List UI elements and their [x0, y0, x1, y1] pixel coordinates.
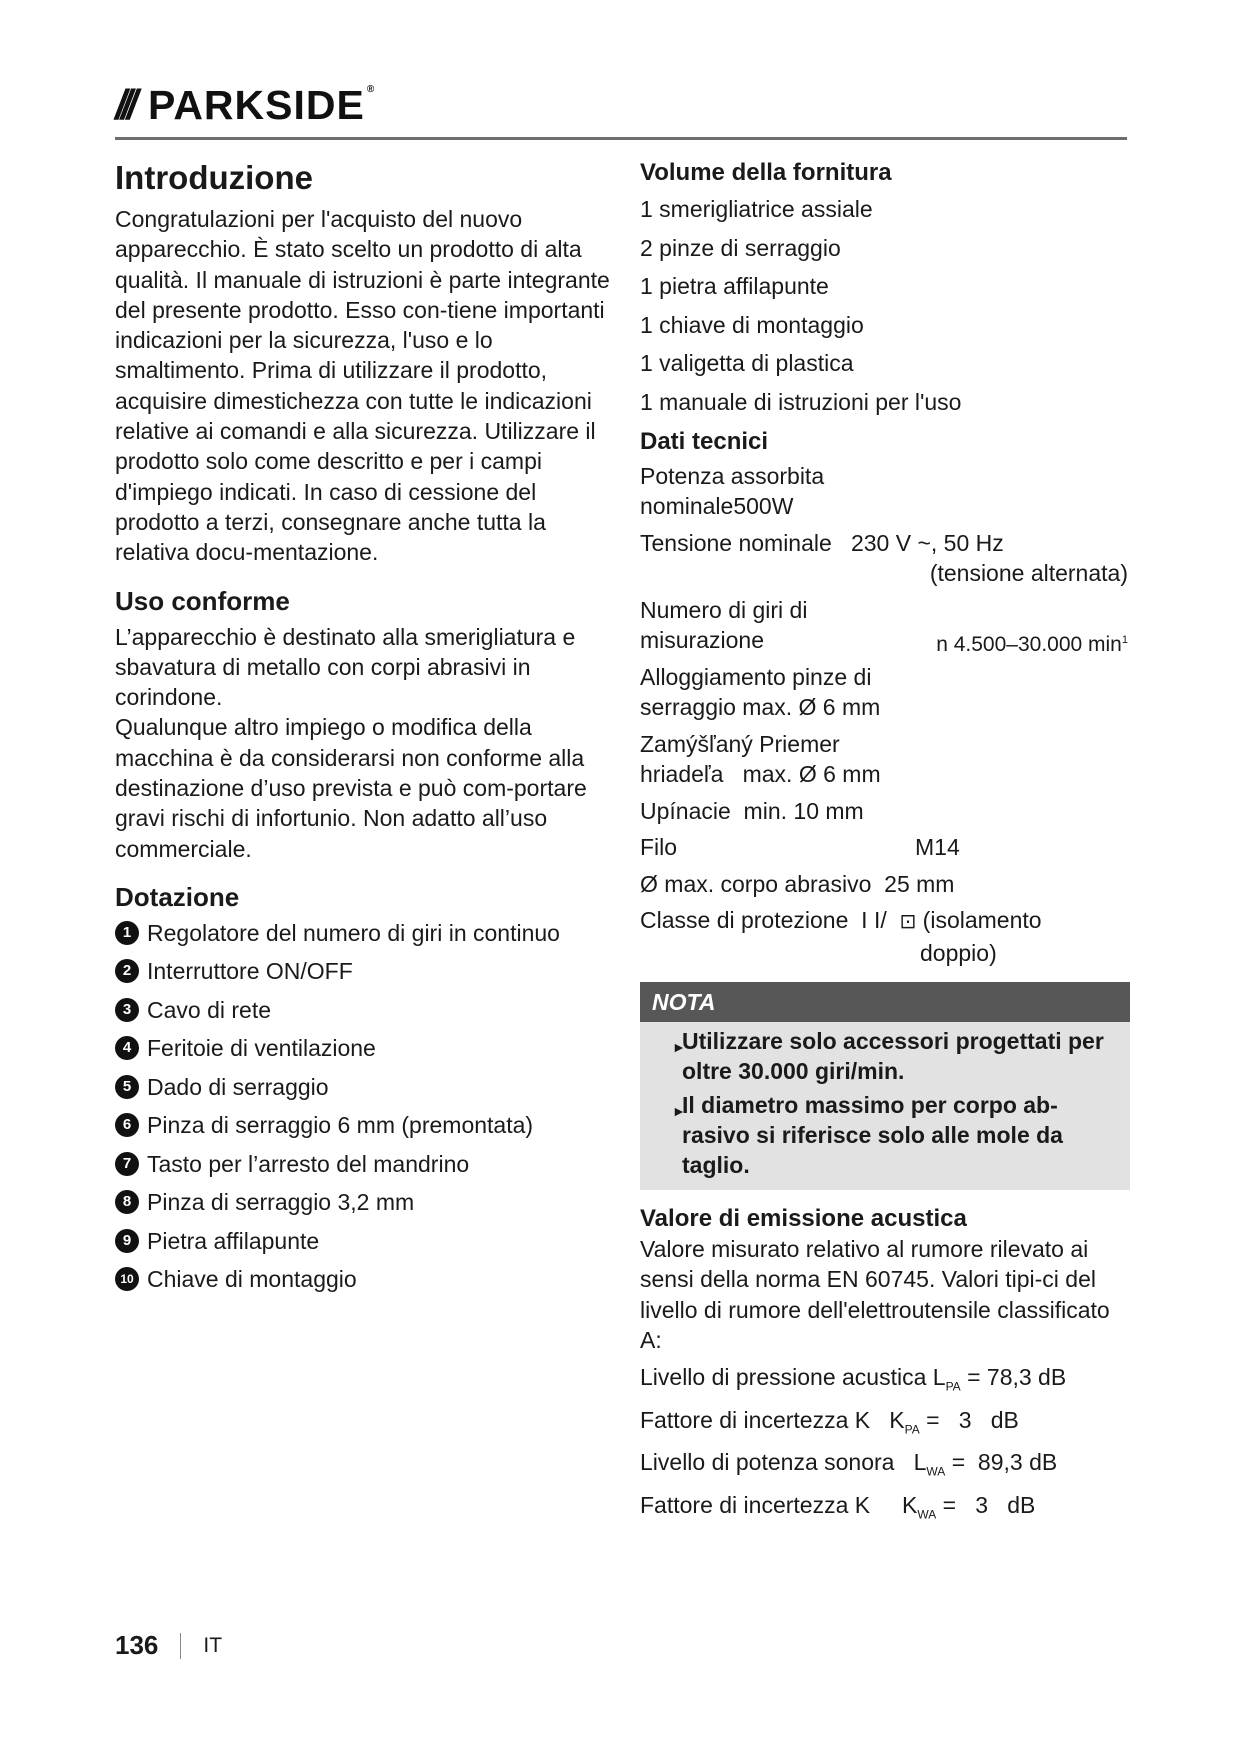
- nota-item: [640, 1086, 1130, 1180]
- nota-item: [640, 1022, 1130, 1086]
- number-badge: 4: [115, 1036, 139, 1060]
- spec-potenza-line2: nominale500W: [640, 493, 794, 519]
- spec-tensione-note: (tensione alternata): [929, 560, 1128, 586]
- uso-text-1: L’apparecchio è destinato alla smerigliatura e sbavatura di metallo con corpi abrasivi in corindone.: [115, 623, 576, 711]
- volume-list: [640, 194, 1130, 417]
- acustica-title: Valore di emissione acustica: [640, 1205, 967, 1232]
- acustica-text: Valore misurato relativo al rumore rilevato ai sensi della norma EN 60745. Valori tipi-ci del livello di rumore dell'elettroutensile classificato A:: [640, 1236, 1110, 1353]
- list-item: [115, 995, 615, 1025]
- spec-corpo: Ø max. corpo abrasivo 25 mm: [640, 870, 955, 897]
- list-item: [115, 1072, 615, 1102]
- list-item: [115, 1187, 615, 1217]
- number-badge: 6: [115, 1113, 139, 1137]
- spec-tensione-value: 230 V ~, 50 Hz: [850, 529, 1004, 556]
- uso-title: Uso conforme: [115, 585, 290, 616]
- list-item: 1 manuale di istruzioni per l'uso: [640, 388, 962, 415]
- dotazione-list: [115, 918, 615, 1295]
- number-badge: 9: [115, 1229, 139, 1253]
- spec-giri-line1: Numero di giri di: [640, 596, 808, 623]
- list-item: [115, 1264, 615, 1294]
- language-code: IT: [203, 1633, 223, 1657]
- number-badge: 8: [115, 1190, 139, 1214]
- spec-giri-exp: 1: [1121, 634, 1128, 646]
- number-badge: 1: [115, 921, 139, 945]
- logo-name: PARKSIDE: [148, 81, 365, 128]
- noise-label: Livello di pressione acustica L: [640, 1364, 946, 1391]
- parkside-logo: [115, 81, 376, 128]
- double-insulation-icon: ⊡: [899, 911, 917, 933]
- spec-classe-value: (isolamento: [922, 907, 1042, 933]
- list-item: [115, 1226, 615, 1256]
- list-item: 1 valigetta di plastica: [640, 350, 854, 376]
- header-rule: [115, 137, 1127, 140]
- spec-potenza-line1: Potenza assorbita: [640, 462, 825, 489]
- list-item-label: Tasto per l’arresto del mandrino: [147, 1150, 470, 1177]
- list-item-label: Chiave di montaggio: [147, 1266, 357, 1293]
- noise-value: = 78,3 dB: [960, 1364, 1067, 1391]
- intro-title: Introduzione: [115, 159, 313, 196]
- spec-giri-label: misurazione: [640, 627, 764, 653]
- spec-upinacie: Upínacie min. 10 mm: [640, 797, 864, 824]
- spec-giri-value-wrap: [936, 625, 1128, 661]
- noise-sub: WA: [926, 1464, 946, 1479]
- uso-text-2: Qualunque altro impiego o modifica della macchina è da considerarsi non conforme alla destinazione d’uso prevista e può com-portare gravi rischi di infortunio. Non adatto all’uso commerciale.: [115, 714, 587, 862]
- list-item-label: Cavo di rete: [147, 996, 272, 1023]
- dati-title: Dati tecnici: [640, 427, 769, 455]
- volume-title: Volume della fornitura: [640, 159, 892, 186]
- nota-title: NOTA: [640, 982, 1130, 1022]
- spec-classe: [640, 905, 1130, 968]
- spec-filo-value: M14: [915, 834, 960, 860]
- spec-filo-label: Filo: [640, 834, 678, 860]
- list-item: [115, 1033, 615, 1063]
- list-item: 1 pietra affilapunte: [640, 273, 829, 299]
- page-footer: [115, 1630, 222, 1661]
- arrow-right-icon: ►: [672, 1039, 686, 1055]
- noise-label: Fattore di incertezza K K: [640, 1406, 905, 1433]
- list-item-label: Pinza di serraggio 3,2 mm: [147, 1189, 415, 1216]
- noise-label: Fattore di incertezza K K: [640, 1491, 918, 1518]
- list-item: [115, 956, 615, 986]
- number-badge: 2: [115, 959, 139, 983]
- logo-text: [148, 81, 376, 128]
- noise-row: [640, 1404, 1130, 1447]
- nota-item-text: Il diametro massimo per corpo ab-rasivo si riferisce solo alle mole da taglio.: [682, 1092, 1063, 1178]
- noise-value: = 3 dB: [919, 1406, 1019, 1433]
- list-item-label: Feritoie di ventilazione: [147, 1035, 376, 1062]
- number-badge: 7: [115, 1152, 139, 1176]
- spec-alloggiamento: [640, 662, 1130, 723]
- list-item: 1 smerigliatrice assiale: [640, 196, 873, 222]
- spec-tensione: [640, 528, 1130, 589]
- noise-value: = 89,3 dB: [945, 1449, 1058, 1476]
- spec-tensione-label: Tensione nominale: [640, 529, 832, 556]
- noise-row: [640, 1446, 1130, 1489]
- list-item-label: Dado di serraggio: [147, 1073, 329, 1100]
- intro-text: Congratulazioni per l'acquisto del nuovo apparecchio. È stato scelto un prodotto di alta qualità. Il manuale di istruzioni è parte integrante del presente prodotto. Esso con-tiene importanti indicazioni per la sicurezza, l'uso e lo smaltimento. Prima di utilizzare il prodotto, acquisire dimestichezza con tutte le indicazioni relative ai comandi e alla sicurezza. Utilizzare il prodotto solo come descritto e per i campi d'impiego indicati. In caso di cessione del prodotto a terzi, consegnare anche tutta la relativa docu-mentazione.: [115, 206, 610, 566]
- number-badge: 3: [115, 998, 139, 1022]
- list-item: [115, 918, 615, 948]
- noise-label: Livello di potenza sonora L: [640, 1449, 927, 1476]
- list-item: [115, 1110, 615, 1140]
- list-item: [115, 1149, 615, 1179]
- left-column: [115, 158, 615, 1303]
- nota-box: [640, 982, 1130, 1190]
- noise-value: = 3 dB: [936, 1491, 1036, 1518]
- spec-priemer-line1: Zamýšľaný Priemer: [640, 730, 840, 757]
- logo-reg: ®: [366, 83, 376, 95]
- spec-alloggiamento-line2: serraggio max. Ø 6 mm: [640, 694, 881, 720]
- noise-row: [640, 1361, 1130, 1404]
- spec-priemer: [640, 729, 1130, 790]
- spec-giri: [640, 595, 1130, 656]
- noise-sub: PA: [904, 1422, 920, 1437]
- list-item-label: Regolatore del numero di giri in continuo: [147, 919, 560, 946]
- spec-giri-value: n 4.500–30.000 min: [936, 633, 1122, 656]
- spec-classe-value-2: doppio): [920, 939, 997, 966]
- noise-table: [640, 1361, 1130, 1531]
- spec-alloggiamento-line1: Alloggiamento pinze di: [640, 663, 872, 690]
- footer-divider: [180, 1633, 181, 1659]
- spec-filo: [640, 832, 1130, 863]
- list-item-label: Interruttore ON/OFF: [147, 958, 353, 985]
- dotazione-title: Dotazione: [115, 881, 240, 912]
- number-badge: 10: [115, 1267, 139, 1291]
- spec-potenza: [640, 461, 1130, 522]
- noise-sub: WA: [917, 1507, 937, 1522]
- spec-classe-label: Classe di protezione I I/: [640, 907, 887, 933]
- arrow-right-icon: ►: [672, 1103, 686, 1119]
- spec-priemer-line2: hriadeľa max. Ø 6 mm: [640, 761, 881, 787]
- number-badge: 5: [115, 1075, 139, 1099]
- page-number: 136: [115, 1630, 159, 1660]
- list-item: 1 chiave di montaggio: [640, 311, 864, 338]
- noise-row: [640, 1489, 1130, 1532]
- list-item-label: Pietra affilapunte: [147, 1227, 320, 1254]
- list-item-label: Pinza di serraggio 6 mm (premontata): [147, 1112, 534, 1139]
- nota-item-text: Utilizzare solo accessori progettati per oltre 30.000 giri/min.: [682, 1028, 1104, 1084]
- logo-slashes: ///: [115, 81, 133, 128]
- list-item: 2 pinze di serraggio: [640, 234, 841, 261]
- noise-sub: PA: [945, 1379, 961, 1394]
- right-column: [640, 158, 1130, 1532]
